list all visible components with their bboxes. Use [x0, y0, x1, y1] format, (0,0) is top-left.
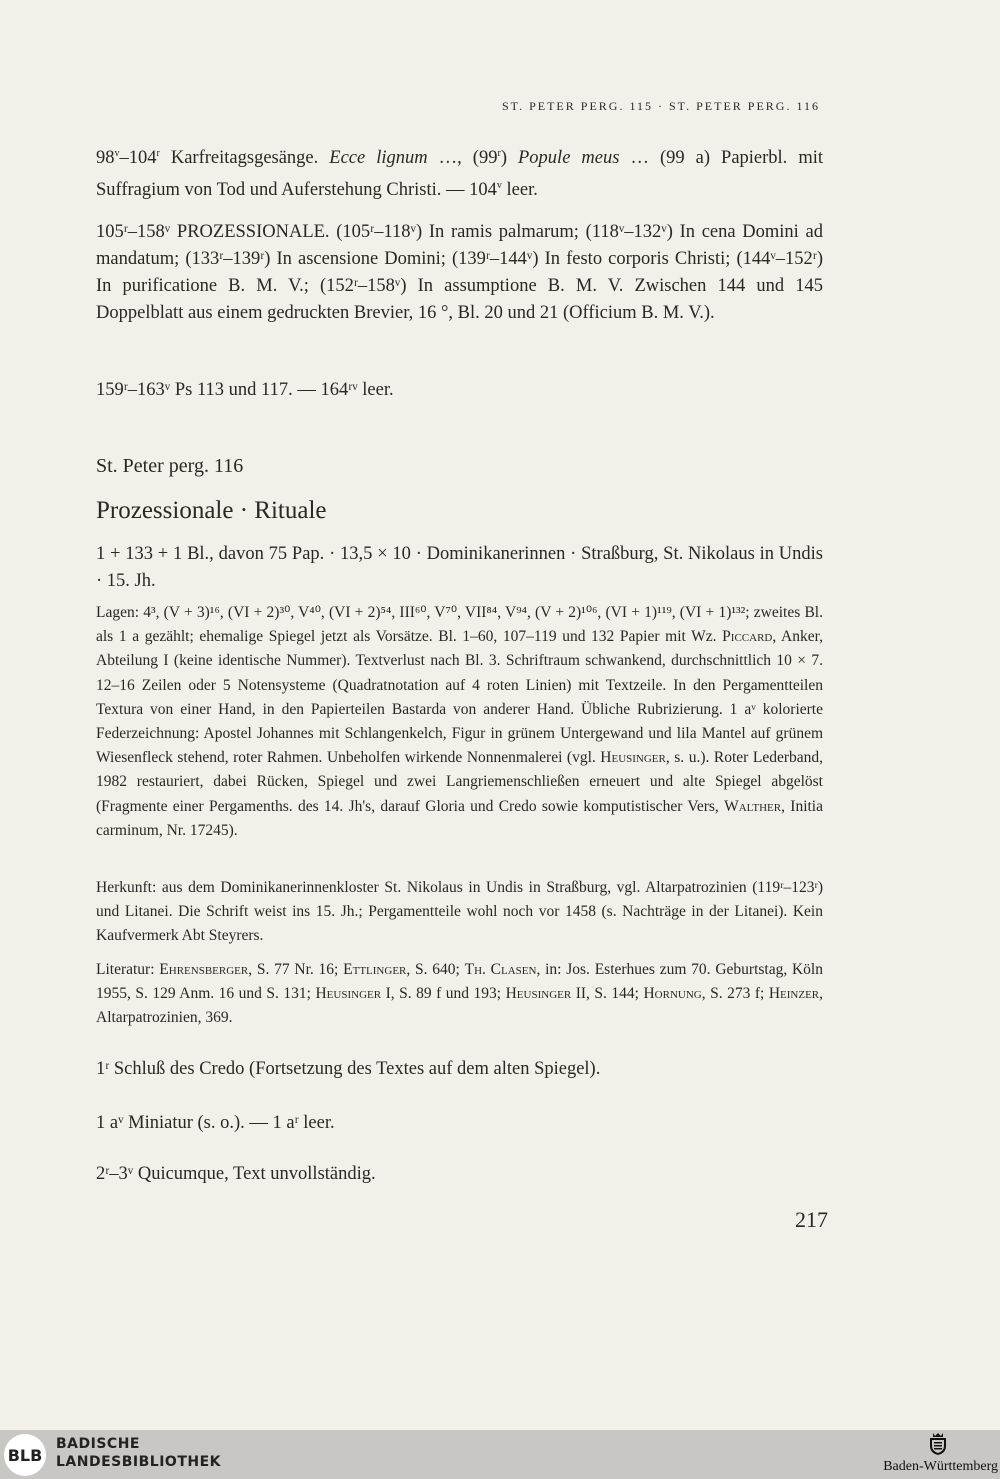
entry-karfreitag-text: 98$^v$–104$^r$ Karfreitagsgesänge. Ecce lignum …, (99$^r$) Popule meus … (99 a) Papierbl. mit Suffragium von Tod und Auferstehung Christi. — 104$^v$ leer. — [96, 148, 823, 201]
shelfmark: St. Peter perg. 116 — [96, 455, 244, 477]
state-label: Baden-Württemberg — [883, 1459, 998, 1474]
library-name-line1: BADISCHE — [56, 1436, 140, 1452]
entry-karfreitag — [96, 140, 823, 204]
shelfmark-block — [96, 455, 823, 478]
page-number: 217 — [795, 1207, 828, 1232]
physical-description — [96, 541, 823, 595]
content-item-text: 1ʳ Schluß des Credo (Fortsetzung des Textes auf dem alten Spiegel). — [96, 1059, 601, 1079]
entry-prozessionale-text: 105ʳ–158ᵛ PROZESSIONALE. (105ʳ–118ᵛ) In ramis palmarum; (118ᵛ–132ᵛ) In cena Domini ad mandatum; (133ʳ–139ʳ) In ascensione Domini; (139ʳ–144ᵛ) In festo corporis Christi; (144ᵛ–152ʳ) In purificatione B. M. V.; (152ʳ–158ᵛ) In assumptione B. M. V. Zwischen 144 und 145 Doppelblatt aus einem gedruckten Brevier, 16 °, Bl. 20 und 21 (Officium B. M. V.). — [96, 222, 823, 323]
literatur-text: Literatur: Ehrensberger, S. 77 Nr. 16; Ettlinger, S. 640; Th. Clasen, in: Jos. Esterhues zum 70. Geburtstag, Köln 1955, S. 129 Anm. 16 und S. 131; Heusinger I, S. 89 f und 193; Heusinger II, S. 144; Hornung, S. 273 f; Heinzer, Altarpatrozinien, 369. — [96, 961, 824, 1027]
title-block — [96, 497, 823, 525]
entry-psalmen-text: 159ʳ–163ᵛ Ps 113 und 117. — 164ʳᵛ leer. — [96, 380, 394, 400]
lagen-block — [96, 601, 823, 843]
content-item-1 — [96, 1056, 823, 1083]
baden-wuerttemberg-crest-icon — [928, 1432, 948, 1456]
lagen-text: Lagen: 4³, (V + 3)¹⁶, (VI + 2)³⁰, V⁴⁰, (VI + 2)⁵⁴, III⁶⁰, V⁷⁰, VII⁸⁴, V⁹⁴, (V + 2)¹⁰⁶, (VI + 1)¹¹⁹, (VI + 1)¹³²; zweites Bl. als 1 a gezählt; ehemalige Spiegel jetzt als Vorsätze. Bl. 1–60, 107–119 und 132 Papier mit Wz. Piccard, Anker, Abteilung I (keine identische Nummer). Textverlust nach Bl. 3. Schriftraum schwankend, durchschnittlich 10 × 7. 12–16 Zeilen oder 5 Notensysteme (Quadratnotation auf 4 roten Linien) mit Textzeile. In den Pergamentteilen Textura von einer Hand, in den Papierteilen Bastarda von anderer Hand. Übliche Rubrizierung. 1 aᵛ kolorierte Federzeichnung: Apostel Johannes mit Schlangenkelch, Figur in grünem Untergewand und lila Mantel auf grünem Wiesenfleck stehend, roter Rahmen. Unbeholfen wirkende Nonnenmalerei (vgl. Heusinger, s. u.). Roter Lederband, 1982 restauriert, dabei Rücken, Spiegel und zwei Langriemenschließen erneuert und alte Spiegel abgelöst (Fragmente einer Pergamenths. des 14. Jh's, darauf Gloria und Credo sowie komputistischer Vers, Walther, Initia carminum, Nr. 17245). — [96, 604, 823, 839]
entry-prozessionale — [96, 219, 823, 327]
physical-description-text: 1 + 133 + 1 Bl., davon 75 Pap. · 13,5 × 10 · Dominikanerinnen · Straßburg, St. Nikolaus in Undis · 15. Jh. — [96, 544, 823, 591]
library-name-line2: LANDESBIBLIOTHEK — [56, 1454, 222, 1470]
herkunft-text: Herkunft: aus dem Dominikanerinnenkloster St. Nikolaus in Undis in Straßburg, vgl. Altarpatrozinien (119ʳ–123ʳ) und Litanei. Die Schrift weist ins 15. Jh.; Pergamentteile wohl noch vor 1458 (s. Nachträge in der Litanei). Kein Kaufvermerk Abt Steyrers. — [96, 879, 823, 945]
running-head: ST. PETER PERG. 115 · ST. PETER PERG. 116 — [501, 99, 820, 113]
blb-logo-icon[interactable] — [4, 1434, 46, 1476]
entry-psalmen — [96, 377, 823, 404]
blb-logo-text: BLB — [7, 1445, 43, 1465]
library-name[interactable] — [56, 1435, 221, 1471]
manuscript-title: Prozessionale · Rituale — [96, 497, 327, 524]
content-item-3 — [96, 1161, 823, 1188]
content-item-2 — [96, 1110, 823, 1137]
literatur-block — [96, 958, 823, 1031]
herkunft-block — [96, 876, 823, 949]
content-item-text: 1 aᵛ Miniatur (s. o.). — 1 aʳ leer. — [96, 1113, 335, 1133]
content-item-text: 2ʳ–3ᵛ Quicumque, Text unvollständig. — [96, 1164, 376, 1184]
